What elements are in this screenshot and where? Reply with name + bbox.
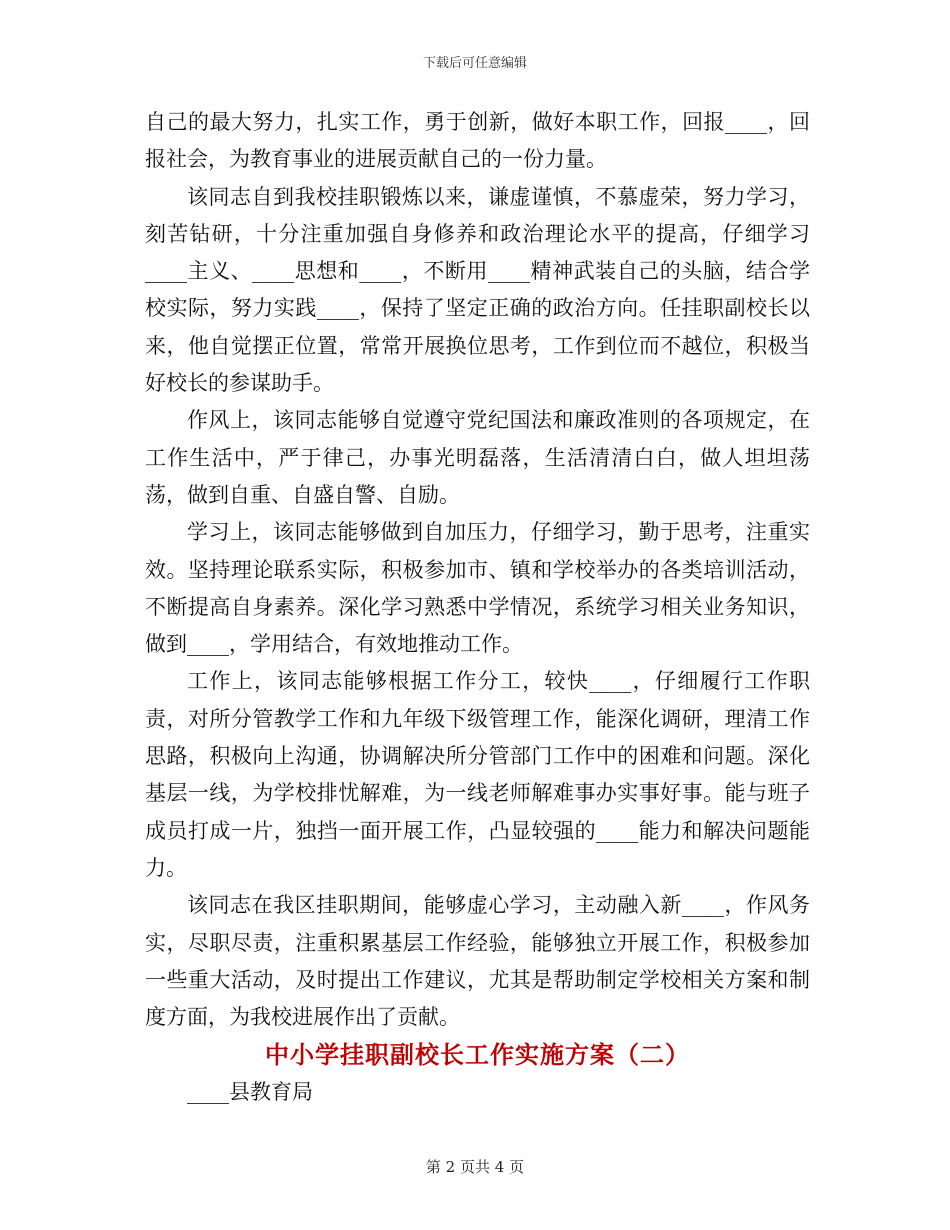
document-body <box>145 104 810 1112</box>
body-paragraph-3: 作风上，该同志能够自觉遵守党纪国法和廉政准则的各项规定，在工作生活中，严于律己，办事光明磊落，生活清清白白，做人坦坦荡荡，做到自重、自盛自警、自励。 <box>145 408 810 507</box>
issuer-line: ____县教育局 <box>187 1080 313 1105</box>
body-paragraph-1: 自己的最大努力，扎实工作，勇于创新，做好本职工作，回报____，回报社会，为教育事业的进展贡献自己的一份力量。 <box>145 110 810 172</box>
section-title: 中小学挂职副校长工作实施方案（二） <box>265 1040 690 1070</box>
body-paragraph-6: 该同志在我区挂职期间，能够虚心学习，主动融入新____，作风务实，尽职尽责，注重积累基层工作经验，能够独立开展工作，积极参加一些重大活动，及时提出工作建议，尤其是帮助制定学校相关方案和制度方面，为我校进展作出了贡献。 <box>145 893 810 1030</box>
page-header-note: 下载后可任意编辑 <box>422 56 527 71</box>
page-footer-number: 第 2 页共 4 页 <box>425 1158 525 1176</box>
body-paragraph-2: 该同志自到我校挂职锻炼以来，谦虚谨慎，不慕虚荣，努力学习，刻苦钻研，十分注重加强自身修养和政治理论水平的提高，仔细学习____主义、____思想和____，不断用____精神武装自己的头脑，结合学校实际，努力实践____，保持了坚定正确的政治方向。任挂职副校长以来，他自觉摆正位置，常常开展换位思考，工作到位而不越位，积极当好校长的参谋助手。 <box>145 184 810 396</box>
body-paragraph-5: 工作上，该同志能够根据工作分工，较快____，仔细履行工作职责，对所分管教学工作和九年级下级管理工作，能深化调研，理清工作思路，积极向上沟通，协调解决所分管部门工作中的困难和问题。深化基层一线，为学校排忧解难，为一线老师解难事办实事好事。能与班子成员打成一片，独挡一面开展工作，凸显较强的____能力和解决问题能力。 <box>145 669 810 880</box>
body-paragraph-4: 学习上，该同志能够做到自加压力，仔细学习，勤于思考，注重实效。坚持理论联系实际，积极参加市、镇和学校举办的各类培训活动，不断提高自身素养。深化学习熟悉中学情况，系统学习相关业务知识，做到____，学用结合，有效地推动工作。 <box>145 520 810 657</box>
